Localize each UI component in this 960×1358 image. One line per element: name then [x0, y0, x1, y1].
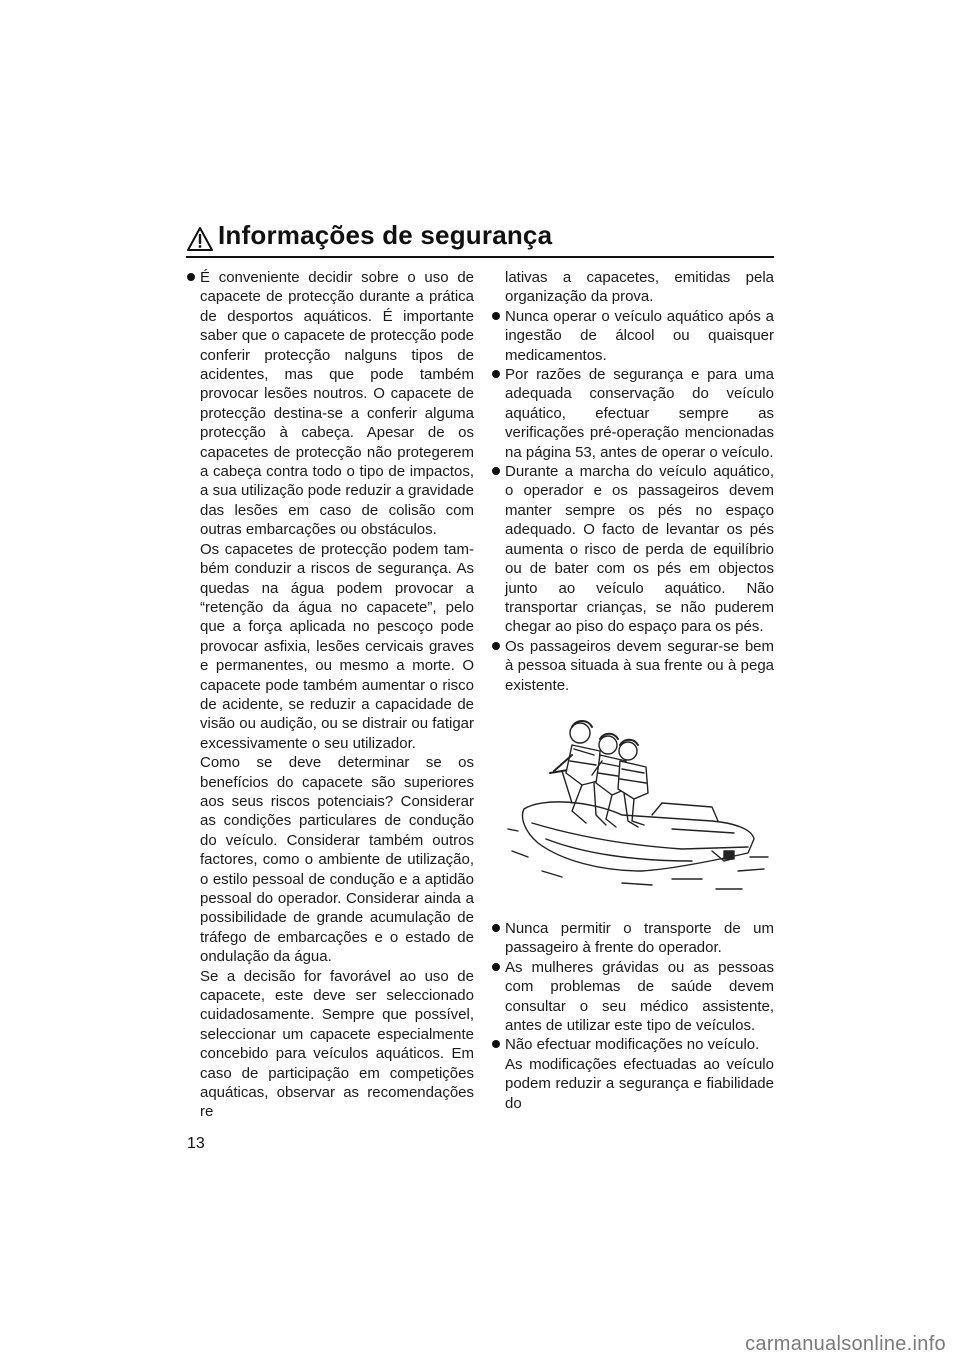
helmet-benefits-paragraph: Como se deve determinar se os benefícios do capacete são superiores aos seus riscos potenciais? Considerar as condições particulares de condução do veículo. Considerar também outros factores, como o ambiente de utilização, o estilo pessoal de condução e a aptidão pessoal do operador. Considerar ainda a possibilidade de grande acumulação de tráfego de embarcações e o estado de ondulação da água.: [200, 754, 474, 966]
watermark: carmanualsonline.info: [745, 1333, 946, 1355]
list-item: [492, 919, 774, 958]
list-item: [492, 462, 774, 637]
modifications-paragraph: As modificações efectuadas ao veículo podem reduzir a segurança e fiabilidade do: [505, 1055, 774, 1112]
helmet-risks-paragraph: Os capacetes de protecção podem também conduzir a riscos de segurança. As quedas na água podem provocar a “retenção da água no capacete”, pelo que a força aplicada no pescoço pode provocar asfixia, lesões cervicais graves e permanentes, ou mesmo a morte. O capacete pode também aumentar o risco de acidente, se reduzir a capacidade de visão ou audição, ou se distrair ou fatigar excessivamente o seu utilizador.: [200, 540, 474, 752]
continued-text: lativas a capacetes, emitidas pela organização da prova.: [505, 269, 774, 306]
feet-position-text: Durante a marcha do veículo aquático, o operador e os passageiros devem manter sempre os pés no espaço adequado. O facto de levantar os pés aumenta o risco de perda de equilíbrio ou de bater com os pés em objectos junto ao veículo aquático. Não transportar crianças, se não puderem chegar ao piso do espaço para os pés.: [505, 463, 774, 636]
list-item: [492, 365, 774, 462]
page-title: Informações de segurança: [218, 220, 553, 250]
helmet-selection-paragraph: Se a decisão for favorável ao uso de capacete, este deve ser seleccionado cuidadosamente. Sempre que possível, seleccionar um capacete especialmente concebido para veículos aquáticos. Em caso de participação em competições aquáticas, observar as recomendações re: [200, 967, 474, 1121]
passengers-hold-text: Os passageiros devem segurar-se bem à pessoa situada à sua frente ou à pega existente.: [505, 637, 774, 694]
bullet-icon: [492, 370, 500, 378]
list-item: [492, 1035, 774, 1054]
no-front-passenger-text: Nunca permitir o transporte de um passageiro à frente do operador.: [505, 919, 774, 957]
no-modifications-text: Não efectuar modificações no veículo.: [505, 1036, 760, 1054]
bullet-icon: [492, 312, 500, 320]
bullet-icon: [187, 273, 195, 281]
list-item: [492, 637, 774, 695]
page-number: 13: [187, 1135, 205, 1152]
bullet-icon: [492, 963, 500, 971]
list-item: [187, 268, 474, 540]
bullet-icon: [492, 467, 500, 475]
list-item: [492, 958, 774, 1036]
watercraft-riders-illustration: [502, 711, 772, 901]
bullet-icon: [492, 1040, 500, 1048]
right-column: [492, 268, 774, 1113]
health-warning-text: As mulheres grávidas ou as pessoas com problemas de saúde devem consultar o seu médico assistente, antes de utilizar este tipo de veículos.: [505, 958, 774, 1034]
pre-operation-check-text: Por razões de segurança e para uma adequada conservação do veículo aquático, efectuar sempre as verificações pré-operação mencionadas na página 53, antes de operar o veículo.: [505, 366, 774, 461]
list-item: [492, 307, 774, 365]
bullet-icon: [492, 642, 500, 650]
alcohol-warning-text: Nunca operar o veículo aquático após a ingestão de álcool ou quaisquer medicamentos.: [505, 307, 774, 364]
warning-triangle-icon: [186, 226, 214, 252]
helmet-item-text: É conveniente decidir sobre o uso de capacete de protecção durante a prática de desportos aquáticos. É importante saber que o capacete de protecção pode conferir protecção nalguns tipos de acidentes, mas que pode também provocar lesões noutros. O capacete de protecção destina-se a conferir alguma protecção à cabeça. Apesar de os capacetes de protecção não protegerem a cabeça contra todo o tipo de impactos, a sua utilização pode reduzir a gravidade das lesões em caso de colisão com outras embarcações ou obstáculos.: [200, 269, 474, 539]
bullet-icon: [492, 924, 500, 932]
section-header: [186, 222, 774, 258]
left-column: [187, 268, 474, 1122]
